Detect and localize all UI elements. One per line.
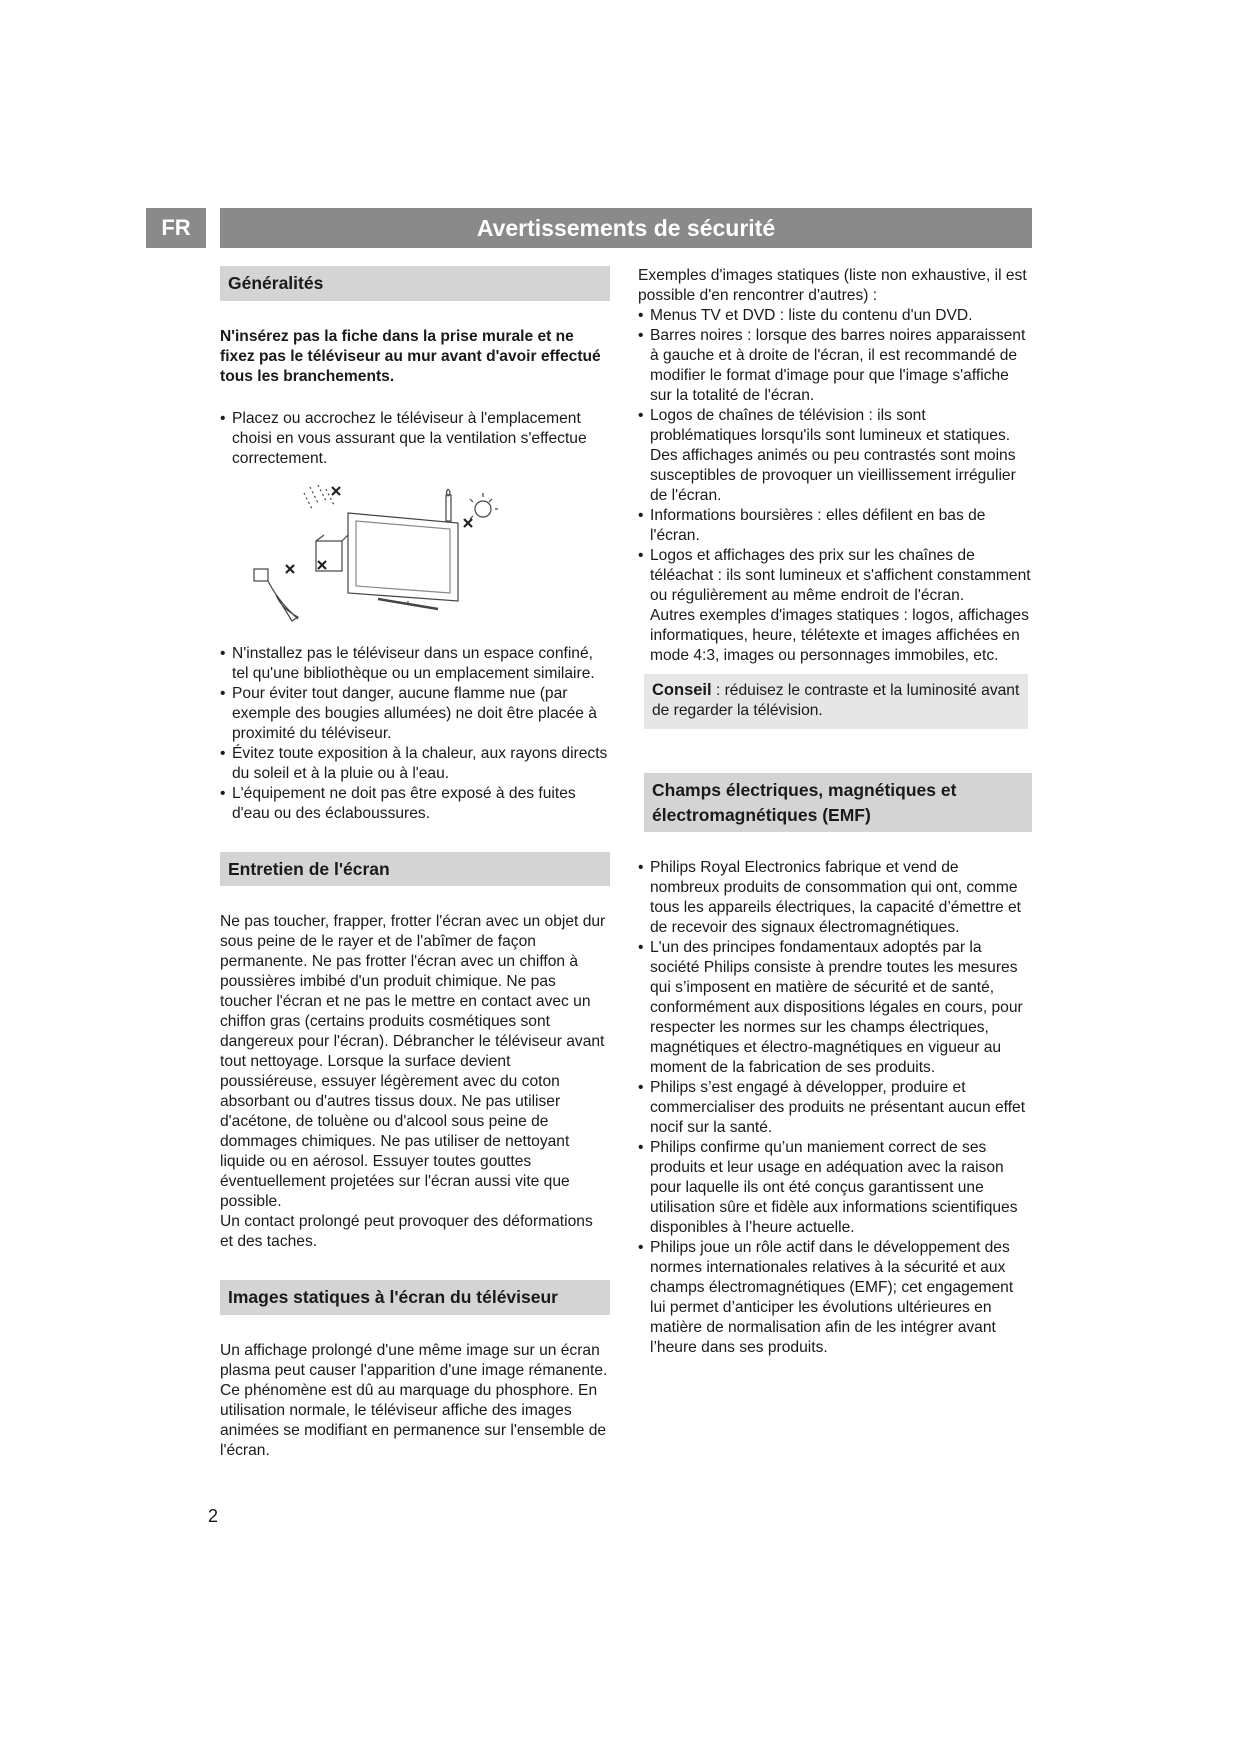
- screen-care-paragraph: Ne pas toucher, frapper, frotter l'écran avec un objet dur sous peine de le rayer et de l'abîmer de façon permanente. Ne pas frotter l'écran avec un chiffon à poussières imbibé d'un produit chimique. Ne pas toucher l'écran et ne pas le mettre en contact avec un chiffon gras (certains produits cosmétiques sont dangereux pour l'écran). Débrancher le téléviseur avant tout nettoyage. Lorsque la surface devient poussiéreuse, essuyer légèrement avec du coton absorbant ou d'autres tissus doux. Ne pas utiliser d'acétone, de toluène ou d'alcool sous peine de dommages chimiques. Ne pas utiliser de nettoyant liquide ou en aérosol. Essuyer toutes gouttes éventuellement projetées sur l'écran aussi vite que possible.: [220, 913, 606, 1210]
- left-column: [220, 266, 610, 1461]
- list-item: • Informations boursières : elles défilent en bas de l'écran.: [638, 506, 1032, 546]
- section-heading-screen-care: Entretien de l'écran: [220, 852, 610, 887]
- tip-text: : réduisez le contraste et la luminosité avant de regarder la télévision.: [652, 682, 1020, 719]
- other-examples-text: Autres exemples d'images statiques : logos, affichages informatiques, heure, télétexte et images affichées en mode 4:3, images ou personnages immobiles, etc.: [650, 607, 1029, 664]
- section-heading-general: Généralités: [220, 266, 610, 301]
- examples-intro: Exemples d'images statiques (liste non exhaustive, il est possible d'en rencontrer d'autres) :: [638, 267, 1027, 304]
- right-column: [638, 266, 1032, 1358]
- rain-icon: [304, 485, 334, 509]
- mounting-warning: N'insérez pas la fiche dans la prise murale et ne fixez pas le téléviseur au mur avant d'avoir effectué tous les branchements.: [220, 327, 601, 385]
- candle-icon: [446, 495, 451, 521]
- examples-bullets: [638, 306, 1032, 606]
- list-item: • Philips Royal Electronics fabrique et vend de nombreux produits de consommation qui ont, comme tous les appareils électriques, la capacité d’émettre et de recevoir des signaux électromagnétiques.: [638, 858, 1032, 938]
- page-number: 2: [208, 1506, 219, 1526]
- general-bullets-top: [220, 409, 610, 469]
- list-item: • Philips joue un rôle actif dans le développement des normes internationales relatives à la sécurité et aux champs électromagnétiques (EMF); cet engagement lui permet d’anticiper les évolutions ultérieures en matière de normalisation afin de les intégrer avant l’heure dans ses produits.: [638, 1238, 1032, 1358]
- static-images-paragraph: Un affichage prolongé d'une même image sur un écran plasma peut causer l'apparition d'une image rémanente. Ce phénomène est dû au marquage du phosphore. En utilisation normale, le téléviseur affiche des images animées se modifiant en permanence sur l'ensemble de l'écran.: [220, 1341, 608, 1459]
- cable-shape: [268, 581, 298, 619]
- list-item: • Pour éviter tout danger, aucune flamme nue (par exemple des bougies allumées) ne doit être placée à proximité du téléviseur.: [220, 684, 610, 744]
- tv-placement-illustration: [248, 483, 498, 623]
- language-tab: FR: [146, 208, 206, 248]
- tv-screen-shape: [356, 521, 450, 593]
- list-item: • L'équipement ne doit pas être exposé à des fuites d'eau ou des éclaboussures.: [220, 784, 610, 824]
- screen-care-paragraph: Un contact prolongé peut provoquer des déformations et des taches.: [220, 1213, 593, 1250]
- emf-bullets: [638, 858, 1032, 1358]
- list-item: • Évitez toute exposition à la chaleur, aux rayons directs du soleil et à la pluie ou à l'eau.: [220, 744, 610, 784]
- list-item: • Logos et affichages des prix sur les chaînes de téléachat : ils sont lumineux et s'affichent constamment ou régulièrement au même endroit de l'écran.: [638, 546, 1032, 606]
- section-heading-emf: Champs électriques, magnétiques et électromagnétiques (EMF): [644, 773, 1032, 832]
- list-item: • Philips confirme qu’un maniement correct de ses produits et leur usage en adéquation avec la raison pour laquelle ils ont été conçus garantissent une utilisation sûre et fidèle aux informations scientifiques disponibles à l’heure actuelle.: [638, 1138, 1032, 1238]
- sun-icon: [475, 501, 491, 517]
- section-heading-static-images: Images statiques à l'écran du téléviseur: [220, 1280, 610, 1315]
- cross-marks: [286, 487, 472, 573]
- list-item: • Philips s’est engagé à développer, produire et commercialiser des produits ne présentant aucun effet nocif sur la santé.: [638, 1078, 1032, 1138]
- list-item: • N'installez pas le téléviseur dans un espace confiné, tel qu'une bibliothèque ou un emplacement similaire.: [220, 644, 610, 684]
- list-item: • Barres noires : lorsque des barres noires apparaissent à gauche et à droite de l'écran, il est recommandé de modifier le format d'image pour que l'image s'affiche sur la totalité de l'écran.: [638, 326, 1032, 406]
- page-title: Avertissements de sécurité: [220, 208, 1032, 248]
- list-item: • Logos de chaînes de télévision : ils sont problématiques lorsqu'ils sont lumineux et statiques. Des affichages animés ou peu contrastés sont moins susceptibles de provoquer un vieillissement irrégulier de l'écran.: [638, 406, 1032, 506]
- tv-frame-shape: [348, 513, 458, 601]
- tip-label: Conseil: [652, 681, 712, 699]
- general-bullets-bottom: [220, 644, 610, 824]
- list-item: • Placez ou accrochez le téléviseur à l'emplacement choisi en vous assurant que la ventilation s'effectue correctement.: [220, 409, 610, 469]
- wall-socket-icon: [254, 569, 268, 581]
- list-item: • Menus TV et DVD : liste du contenu d'un DVD.: [638, 306, 1032, 326]
- tip-box: [644, 674, 1028, 729]
- list-item: • L'un des principes fondamentaux adoptés par la société Philips consiste à prendre toutes les mesures qui s’imposent en matière de sécurité et de santé, conformément aux dispositions légales en cours, pour respecter les normes sur les champs électriques, magnétiques et électro-magnétiques en vigueur au moment de la fabrication de ses produits.: [638, 938, 1032, 1078]
